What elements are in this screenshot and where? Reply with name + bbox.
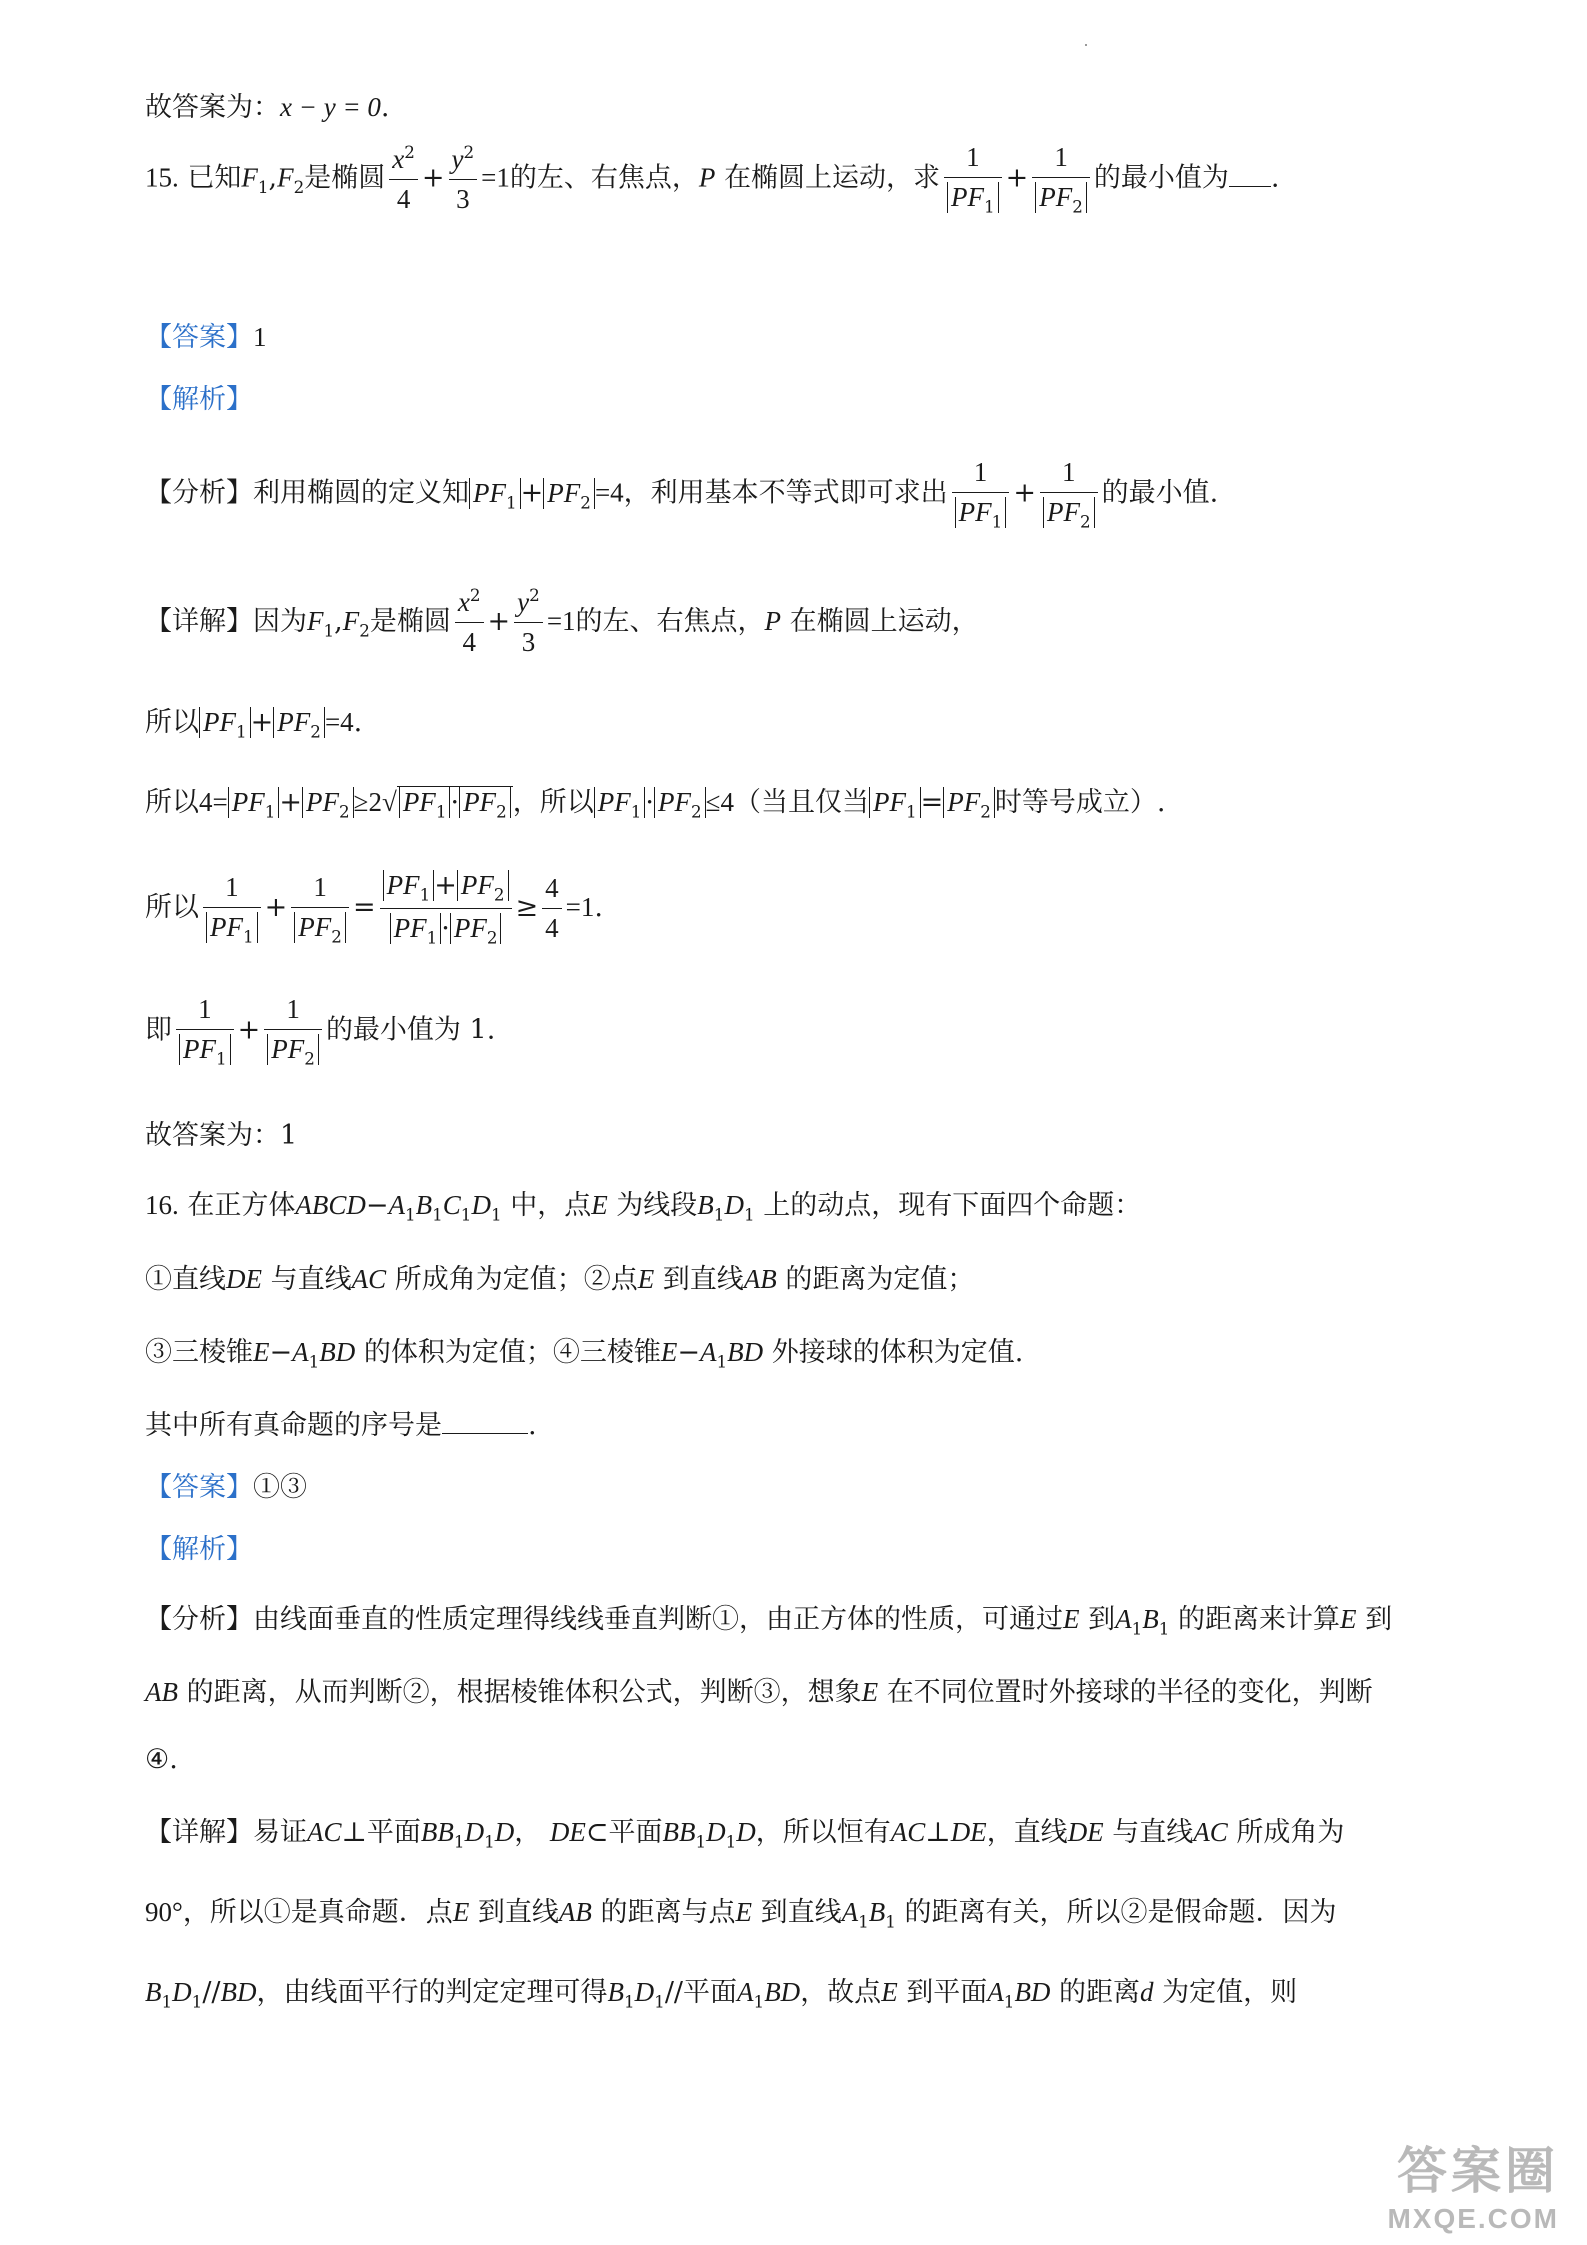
xiangjie-16-line2: 90°，所以①是真命题．点E 到直线AB 的距离与点E 到直线$A_1B_1$ 的距离有关，所以②是假命题．因为 bbox=[145, 1897, 1337, 1932]
proposition-1-2: ①直线DE 与直线AC 所成角为定值；②点E 到直线AB 的距离为定值； bbox=[145, 1264, 975, 1295]
proposition-3-4: ③三棱锥$E-A_1BD$ 的体积为定值；④三棱锥$E-A_1BD$ 外接球的体积为定值. bbox=[145, 1337, 1024, 1372]
analysis-16-tag: 【解析】 bbox=[145, 1534, 253, 1565]
watermark: 答案圈 MXQE.COM bbox=[1387, 2143, 1559, 2234]
answer-15: 【答案】1 bbox=[145, 322, 267, 353]
xiangjie-16-line3: $B_1D_1//BD$，由线面平行的判定定理可得$B_1D_1//$平面$A_1BD$，故点E 到平面$A_1BD$ 的距离d 为定值，则 bbox=[145, 1977, 1298, 2012]
step-1: 所以 $PF_1 + PF_2 =4$. bbox=[145, 707, 363, 742]
fenxi-16-line3: ④. bbox=[145, 1744, 178, 1775]
question-16: 16. 在正方体$ABCD-A_1B_1C_1D_1$ 中，点E 为线段$B_1D_1$ 上的动点，现有下面四个命题： bbox=[145, 1190, 1142, 1225]
answer-16: 【答案】①③ bbox=[145, 1472, 307, 1503]
fenxi-16-line2: AB 的距离，从而判断②，根据棱锥体积公式，判断③，想象E 在不同位置时外接球的半径的变化，判断 bbox=[145, 1677, 1373, 1708]
step-3: 所以 $\frac{1}{PF_1}$ + $\frac{1}{PF_2}$ = $\frac{PF_1 + PF_2}{PF_1 \cdot PF_2}$ ≥ $\frac{4}{4}$ =1. bbox=[145, 870, 603, 948]
xiangjie-15: 【详解】因为$F_1,F_2$是椭圆 $\frac{x^2}{4}$ + $\frac{y^2}{3}$ =1的左、右焦点，P 在椭圆上运动， bbox=[145, 585, 1492, 660]
answer-blank bbox=[442, 1433, 528, 1434]
fenxi-15: 【分析】利用椭圆的定义知 $PF_1 + PF_2 =4$，利用基本不等式即可求出 $\frac{1}{PF_1}$ + $\frac{1}{PF_2}$ 的最小值. bbox=[145, 457, 1219, 532]
scan-dot bbox=[1085, 44, 1087, 46]
analysis-15-tag: 【解析】 bbox=[145, 384, 253, 415]
step-4: 即 $\frac{1}{PF_1}$ + $\frac{1}{PF_2}$ 的最小值为 1. bbox=[145, 994, 496, 1069]
answer-blank bbox=[1229, 186, 1271, 187]
xiangjie-16-line1: 【详解】易证AC⊥平面$BB_1D_1D$， DE⊂平面$BB_1D_1D$，所以恒有AC⊥DE，直线DE 与直线AC 所成角为 bbox=[145, 1817, 1345, 1852]
fenxi-16-line1: 【分析】由线面垂直的性质定理得线线垂直判断①，由正方体的性质，可通过E 到$A_1B_1$ 的距离来计算E 到 bbox=[145, 1604, 1393, 1639]
step-2: 所以$4= PF_1 + PF_2 \ge 2√$ $PF_1 \cdot PF_2$ ，所以 $PF_1 \cdot PF_2 \le 4$（当且仅当 $PF_1 = PF_2$ 时等号成立）. bbox=[145, 787, 1166, 822]
question-16-ask: 其中所有真命题的序号是 . bbox=[145, 1410, 537, 1441]
prev-answer-line: 故答案为：x − y = 0. bbox=[145, 92, 390, 123]
final-answer-15: 故答案为：1 bbox=[145, 1120, 298, 1151]
question-15: 15. 已知$F_1,F_2$是椭圆 $\frac{x^2}{4}$ + $\frac{y^2}{3}$ =1的左、右焦点，P 在椭圆上运动，求 $\frac{1}{PF_1}$ + $\frac{1}{PF_2}$ 的最小值为 . bbox=[145, 141, 1280, 217]
